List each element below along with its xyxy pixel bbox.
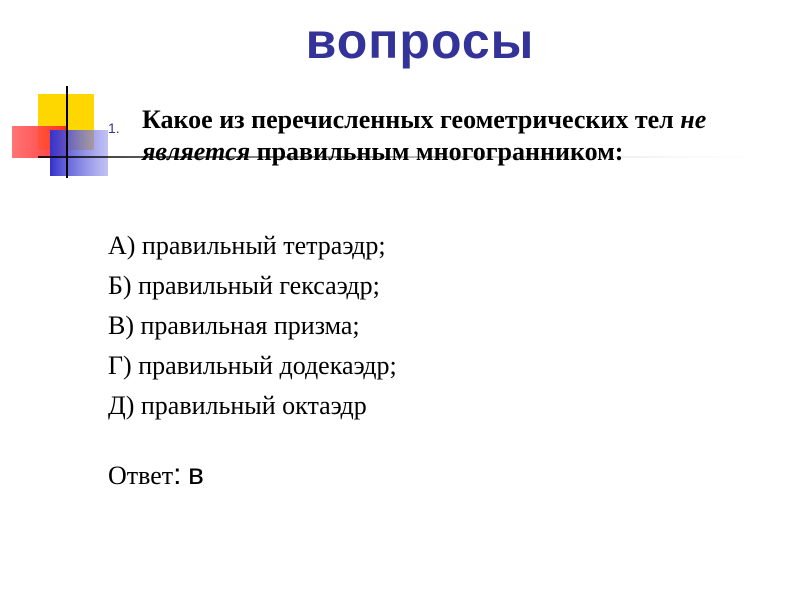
option-b: Б) правильный гексаэдр; — [108, 271, 380, 300]
answer-label: Ответ — [108, 461, 174, 490]
option-a: А) правильный тетраэдр; — [108, 231, 386, 260]
question-number: 1. — [108, 120, 120, 136]
option-e: Д) правильный октаэдр — [108, 391, 367, 420]
question-text — [142, 104, 748, 168]
question-emphasis: не является — [142, 105, 707, 166]
options-list — [108, 226, 397, 426]
vertical-rule — [66, 86, 68, 178]
answer-line — [108, 458, 204, 492]
slide-title: вопросы — [305, 13, 535, 69]
blue-square — [50, 130, 108, 176]
question-block — [108, 104, 748, 168]
answer-separator: : — [173, 458, 182, 491]
answer-value: в — [188, 458, 204, 491]
option-c: В) правильная призма; — [108, 311, 360, 340]
option-d: Г) правильный додекаэдр; — [108, 351, 397, 380]
question-text-part1: Какое из перечисленных геометрических тел — [142, 105, 681, 134]
question-text-part2: правильным многогранником: — [250, 137, 624, 166]
